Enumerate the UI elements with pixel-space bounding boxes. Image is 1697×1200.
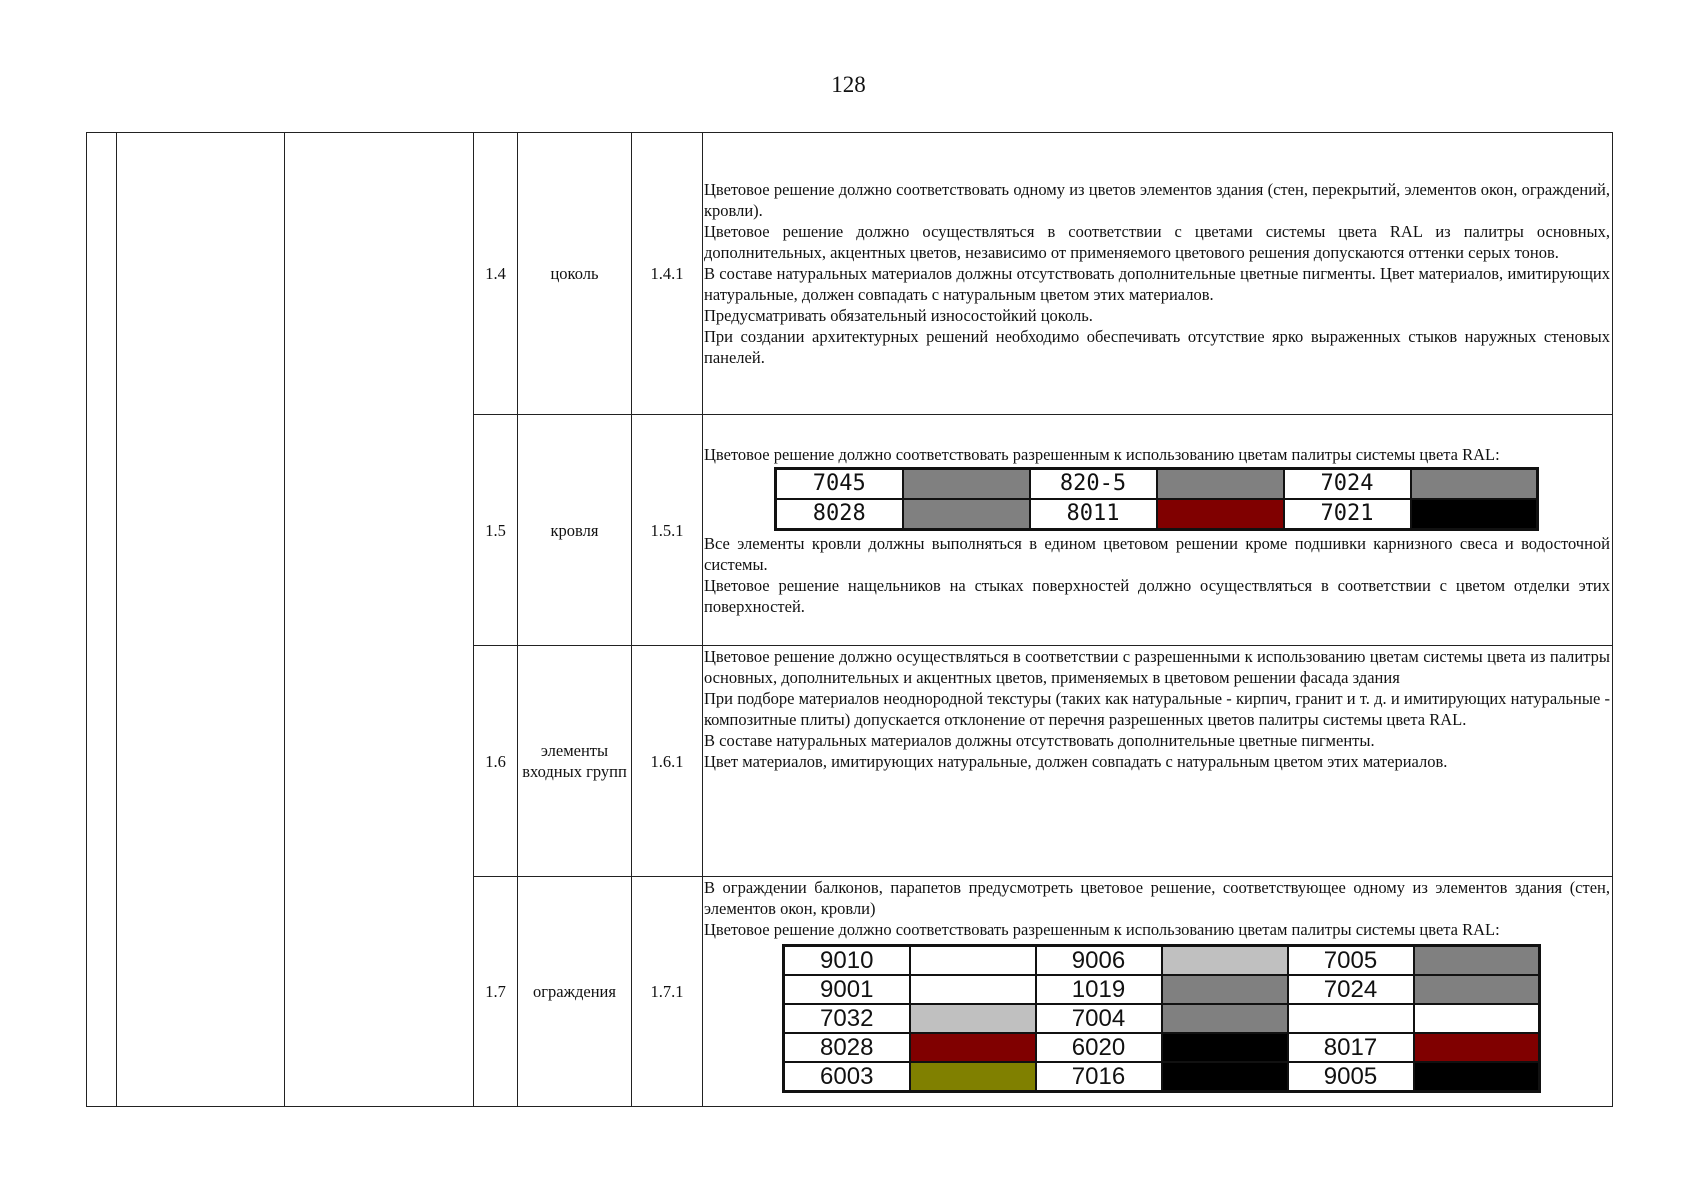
color-swatch xyxy=(1157,499,1284,530)
color-swatch xyxy=(1157,468,1284,499)
ral-code: 9005 xyxy=(1288,1062,1414,1092)
ral-code: 1019 xyxy=(1036,975,1162,1004)
color-swatch xyxy=(1414,1004,1540,1033)
color-swatch xyxy=(903,468,1030,499)
row-number: 1.6 xyxy=(474,646,518,877)
ral-code: 7005 xyxy=(1288,946,1414,976)
palette-row xyxy=(784,1033,1540,1062)
ral-code: 9006 xyxy=(1036,946,1162,976)
color-swatch xyxy=(903,499,1030,530)
ral-code: 8017 xyxy=(1288,1033,1414,1062)
empty-cell xyxy=(87,133,117,1107)
color-swatch xyxy=(1162,1004,1288,1033)
sub-number: 1.5.1 xyxy=(632,415,703,646)
element-name: ограждения xyxy=(518,877,632,1107)
row-number: 1.7 xyxy=(474,877,518,1107)
ral-code: 8011 xyxy=(1030,499,1157,530)
color-swatch xyxy=(1162,946,1288,976)
color-swatch xyxy=(1414,946,1540,976)
paragraph: Цветовое решение должно соответствовать разрешенным к использованию цветам палитры системы цвета RAL: xyxy=(704,920,1500,939)
color-swatch xyxy=(910,975,1036,1004)
color-swatch xyxy=(1411,468,1538,499)
ral-code: 7045 xyxy=(776,468,903,499)
palette-row xyxy=(784,1004,1540,1033)
element-name: элементы входных групп xyxy=(518,646,632,877)
ral-code xyxy=(1288,1004,1414,1033)
ral-code: 7021 xyxy=(1284,499,1411,530)
color-swatch xyxy=(910,946,1036,976)
color-swatch xyxy=(1162,975,1288,1004)
palette-row xyxy=(784,946,1540,976)
row-number: 1.5 xyxy=(474,415,518,646)
ral-code: 6020 xyxy=(1036,1033,1162,1062)
palette-row xyxy=(776,468,1538,499)
ral-code: 7024 xyxy=(1284,468,1411,499)
paragraph: При подборе материалов неоднородной текстуры (таких как натуральные - кирпич, гранит и т. д. и имитирующих натуральные - композитные плиты) допускается отклонение от перечня разрешенных цветов палитры системы цвета RAL. xyxy=(704,689,1610,729)
color-swatch xyxy=(1414,975,1540,1004)
color-swatch xyxy=(1411,499,1538,530)
requirements-table xyxy=(86,132,1613,1107)
ral-code: 8028 xyxy=(784,1033,910,1062)
element-name: цоколь xyxy=(518,133,632,415)
requirement-text xyxy=(703,646,1613,877)
paragraph: При создании архитектурных решений необходимо обеспечивать отсутствие ярко выраженных стыков наружных стеновых панелей. xyxy=(704,327,1610,367)
paragraph: Цветовое решение должно соответствовать одному из цветов элементов здания (стен, перекрытий, элементов окон, ограждений, кровли). xyxy=(704,180,1610,220)
color-swatch xyxy=(1414,1033,1540,1062)
ral-code: 7024 xyxy=(1288,975,1414,1004)
ral-palette-fences xyxy=(782,944,1541,1093)
ral-code: 6003 xyxy=(784,1062,910,1092)
paragraph: Цветовое решение должно осуществляться в соответствии с разрешенными к использованию цветам системы цвета из палитры основных, дополнительных и акцентных цветов, применяемых в цветовом решении фасада здания xyxy=(704,647,1610,687)
ral-code: 9010 xyxy=(784,946,910,976)
ral-code: 7032 xyxy=(784,1004,910,1033)
sub-number: 1.6.1 xyxy=(632,646,703,877)
ral-code: 7004 xyxy=(1036,1004,1162,1033)
ral-code: 820-5 xyxy=(1030,468,1157,499)
empty-cell xyxy=(117,133,285,1107)
empty-cell xyxy=(285,133,474,1107)
palette-row xyxy=(784,975,1540,1004)
paragraph: В составе натуральных материалов должны отсутствовать дополнительные цветные пигменты. Цвет материалов, имитирующих натуральные, должен совпадать с натуральным цветом этих материалов. xyxy=(704,264,1610,304)
paragraph: Все элементы кровли должны выполняться в едином цветовом решении кроме подшивки карнизного свеса и водосточной системы. xyxy=(704,533,1610,574)
palette-row xyxy=(784,1062,1540,1092)
paragraph: В составе натуральных материалов должны отсутствовать дополнительные цветные пигменты. xyxy=(704,731,1375,750)
paragraph: В ограждении балконов, парапетов предусмотреть цветовое решение, соответствующее одному из элементов здания (стен, элементов окон, кровли) xyxy=(704,878,1610,918)
sub-number: 1.4.1 xyxy=(632,133,703,415)
color-swatch xyxy=(1162,1062,1288,1092)
color-swatch xyxy=(1414,1062,1540,1092)
color-swatch xyxy=(910,1004,1036,1033)
sub-number: 1.7.1 xyxy=(632,877,703,1107)
requirement-text xyxy=(703,133,1613,415)
paragraph: Предусматривать обязательный износостойкий цоколь. xyxy=(704,306,1093,325)
ral-code: 9001 xyxy=(784,975,910,1004)
palette-row xyxy=(776,499,1538,530)
color-swatch xyxy=(910,1033,1036,1062)
table-row xyxy=(87,133,1613,415)
requirement-text xyxy=(703,415,1613,646)
paragraph: Цвет материалов, имитирующих натуральные, должен совпадать с натуральным цветом этих материалов. xyxy=(704,752,1448,771)
page-number: 128 xyxy=(831,72,866,97)
paragraph: Цветовое решение должно осуществляться в соответствии с цветами системы цвета RAL из палитры основных, дополнительных, акцентных цветов, независимо от применяемого цветового решения допускаются оттенки серых тонов. xyxy=(704,222,1610,262)
ral-code: 7016 xyxy=(1036,1062,1162,1092)
paragraph: Цветовое решение должно соответствовать разрешенным к использованию цветам палитры системы цвета RAL: xyxy=(704,444,1500,464)
paragraph: Цветовое решение нащельников на стыках поверхностей должно осуществляться в соответствии с цветом отделки этих поверхностей. xyxy=(704,575,1610,616)
requirement-text xyxy=(703,877,1613,1107)
color-swatch xyxy=(1162,1033,1288,1062)
ral-code: 8028 xyxy=(776,499,903,530)
element-name: кровля xyxy=(518,415,632,646)
ral-palette-roof xyxy=(774,467,1539,531)
color-swatch xyxy=(910,1062,1036,1092)
row-number: 1.4 xyxy=(474,133,518,415)
